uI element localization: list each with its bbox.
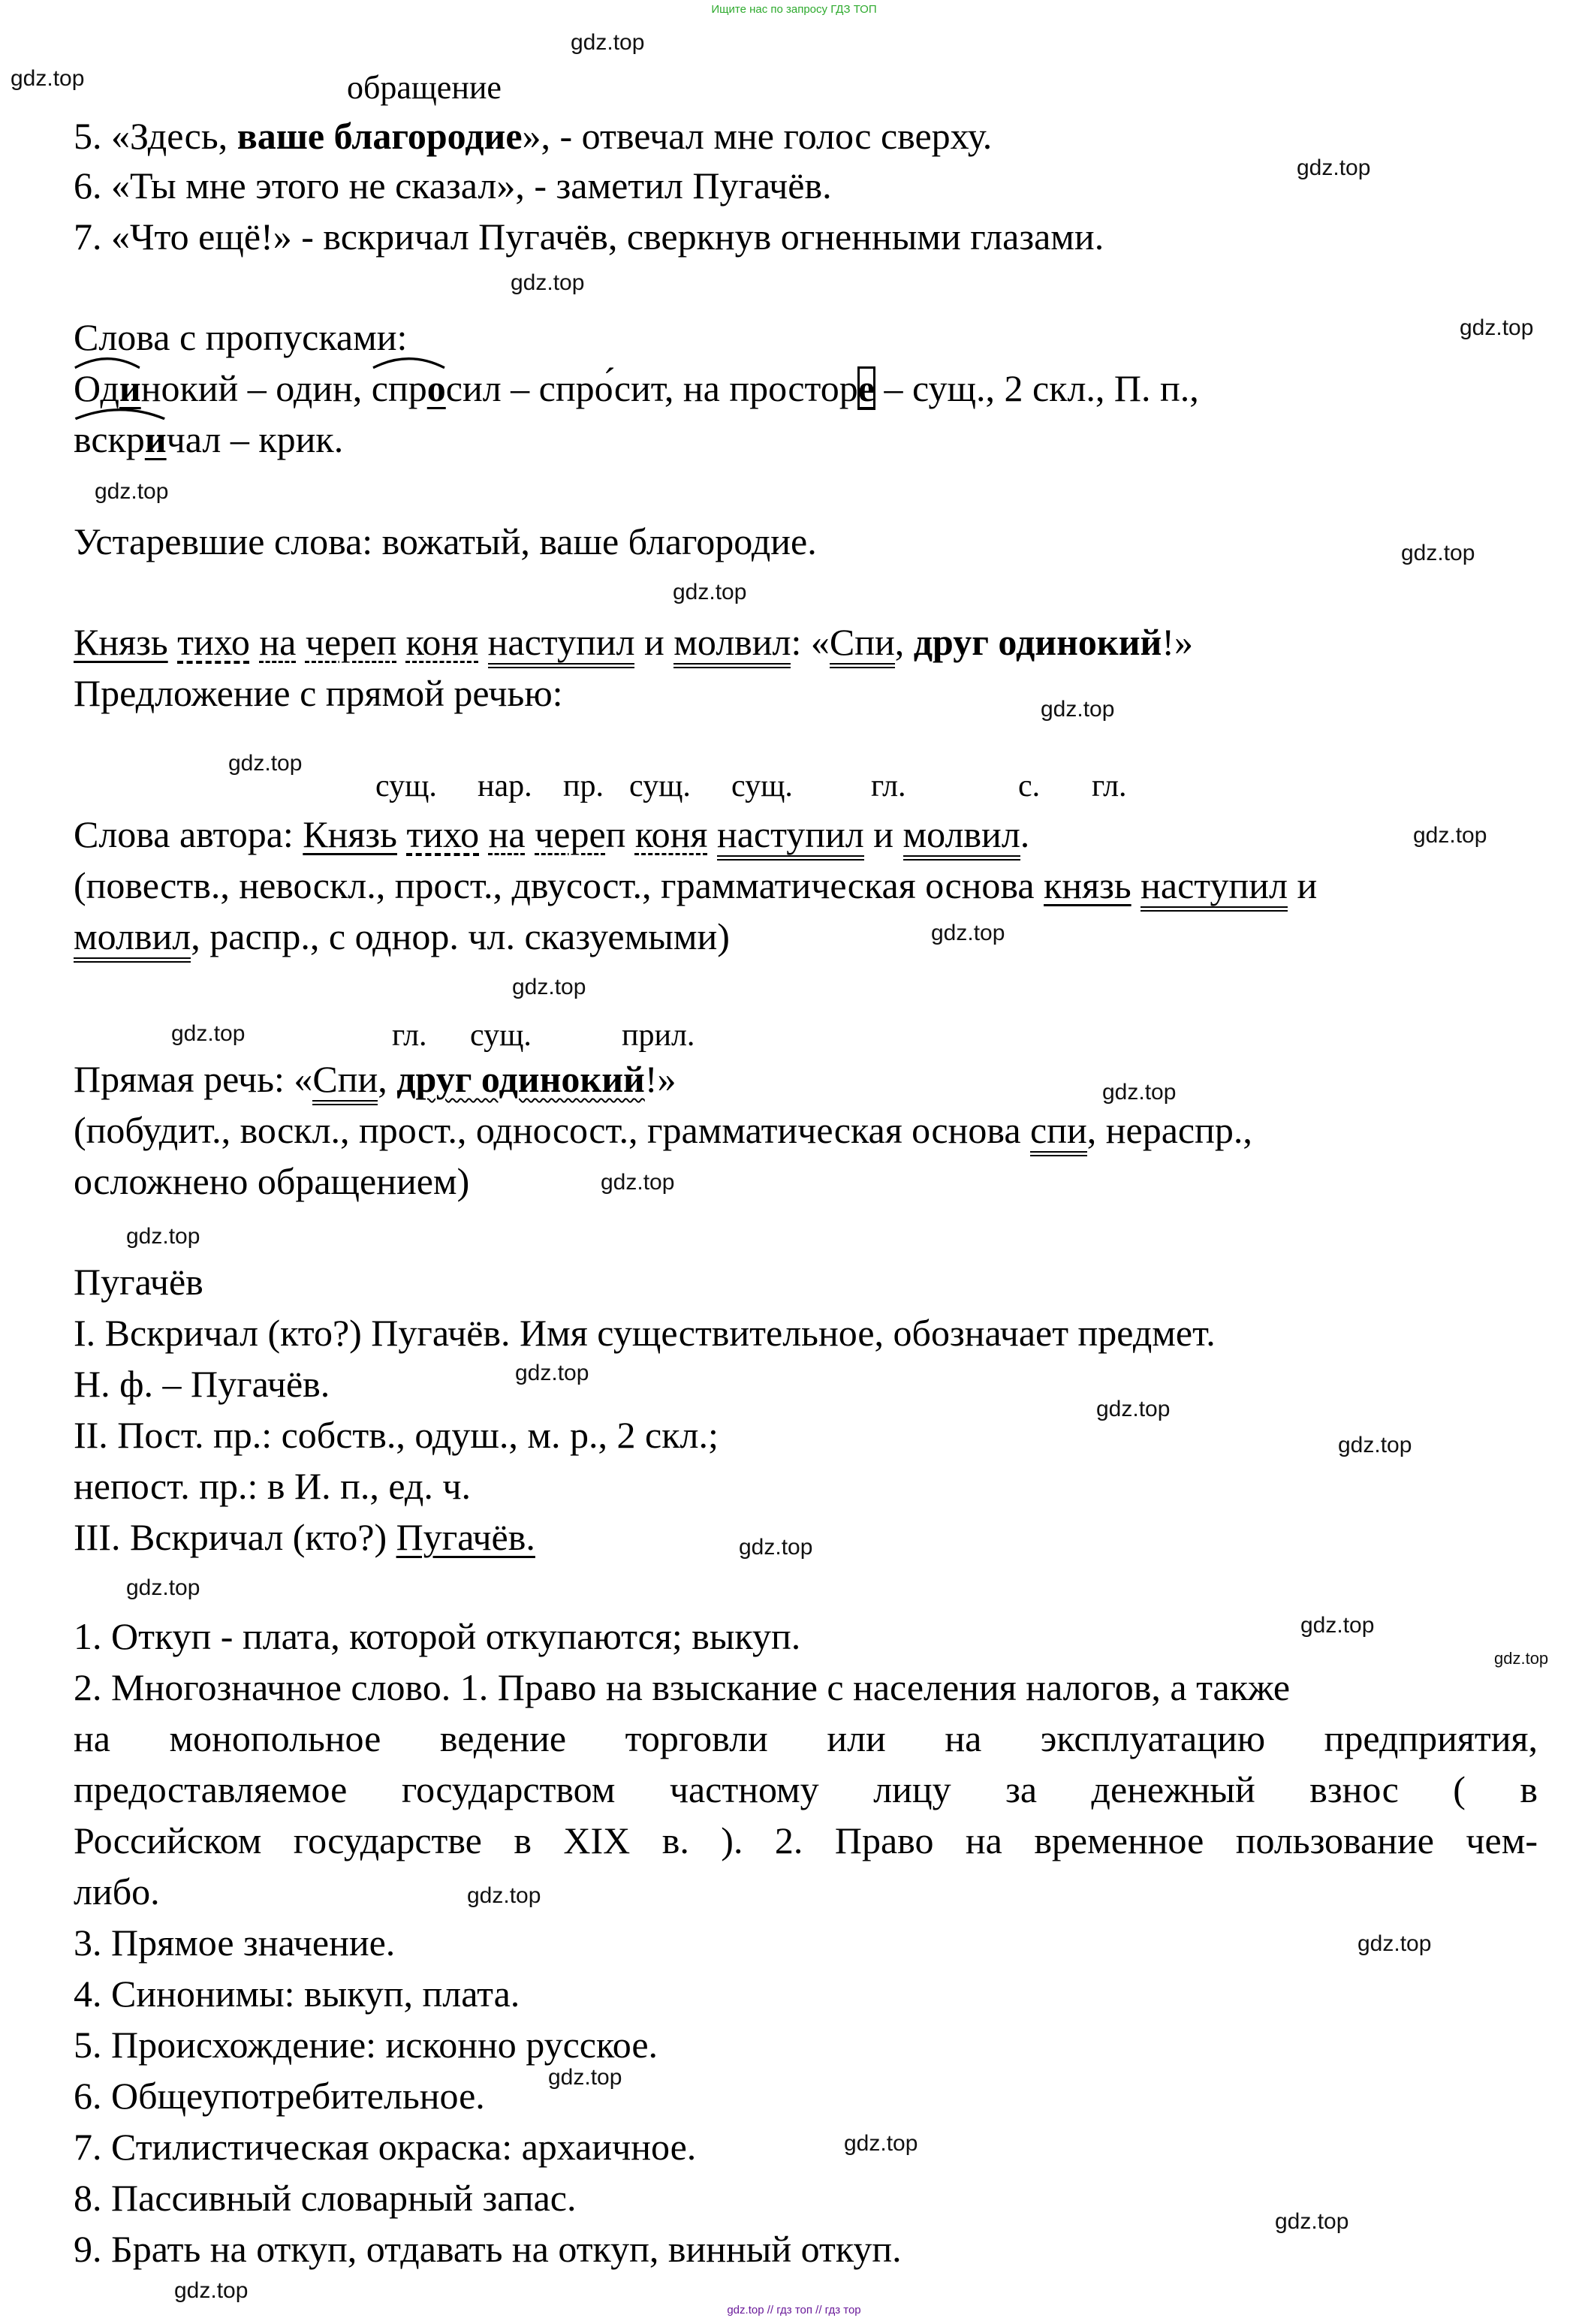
omissions-title: Слова с пропусками: (74, 316, 408, 358)
watermark: gdz.top (1297, 155, 1371, 180)
watermark: gdz.top (1494, 1649, 1549, 1668)
morph-line-1: I. Вскричал (кто?) Пугачёв. Имя существительное, обозначает предмет. (74, 1312, 1216, 1354)
watermark: gdz.top (467, 1883, 541, 1908)
pos-label: сущ. (470, 1018, 532, 1053)
pos-label: сущ. (629, 769, 691, 803)
direct-speech-line: Прямая речь: «Спи, друг одинокий!» (74, 1054, 1538, 1104)
lexical-line-7: 3. Прямое значение. (74, 1922, 396, 1964)
watermark: gdz.top (511, 270, 585, 295)
direct-speech-heading: Предложение с прямой речью: (74, 672, 563, 714)
watermark: gdz.top (1413, 823, 1487, 848)
dialogue-line-5: 5. «Здесь, ваше благородие», - отвечал мне голос сверху. (74, 115, 993, 157)
root-group: вскри (74, 414, 167, 464)
pos-label: пр. (563, 769, 604, 803)
watermark: gdz.top (571, 30, 645, 55)
lexical-line-1: 1. Откуп - плата, которой откупаются; выкуп. (74, 1615, 801, 1657)
watermark: gdz.top (1041, 697, 1115, 722)
watermark: gdz.top (228, 751, 303, 776)
morph-line-4: непост. пр.: в И. п., ед. ч. (74, 1465, 471, 1507)
pos-label: гл. (871, 769, 906, 803)
pos-label: гл. (392, 1018, 427, 1053)
morph-line-5: III. Вскричал (кто?) Пугачёв. (74, 1516, 535, 1558)
watermark: gdz.top (739, 1535, 813, 1560)
watermark: gdz.top (548, 2065, 622, 2090)
root-group: спро (372, 363, 446, 413)
lexical-line-5: Российском государстве в XIX в. ). 2. Право на временное пользование чем- (74, 1819, 1538, 1861)
direct-speech-desc-1: (побудит., воскл., прост., односост., грамматическая основа спи, нераспр., (74, 1105, 1538, 1155)
watermark: gdz.top (673, 580, 747, 604)
pos-label: нар. (478, 769, 532, 803)
watermark: gdz.top (1338, 1433, 1412, 1457)
watermark: gdz.top (126, 1224, 200, 1249)
omissions-line-2: вскричал – крик. (74, 414, 1538, 464)
watermark: gdz.top (601, 1170, 675, 1195)
address-phrase: ваше благородие (237, 115, 523, 157)
lexical-line-12: 8. Пассивный словарный запас. (74, 2177, 577, 2219)
lexical-line-11: 7. Стилистическая окраска: архаичное. (74, 2126, 697, 2168)
omissions-line-1: Одинокий – один, спросил – спро́сит, на просторе – сущ., 2 скл., П. п., (74, 363, 1538, 413)
dialogue-line-6: 6. «Ты мне этого не сказал», - заметил Пугачёв. (74, 164, 832, 206)
watermark: gdz.top (931, 921, 1005, 945)
lexical-line-3: на монопольное ведение торговли или на эксплуатацию предприятия, (74, 1717, 1538, 1759)
morph-line-2: Н. ф. – Пугачёв. (74, 1363, 330, 1405)
watermark: gdz.top (174, 2278, 249, 2303)
lexical-line-9: 5. Происхождение: исконно русское. (74, 2024, 658, 2066)
pos-label: прил. (622, 1018, 695, 1053)
watermark: gdz.top (512, 975, 586, 999)
author-words-desc-2: молвил, распр., с однор. чл. сказуемыми) (74, 912, 1538, 961)
watermark: gdz.top (1401, 541, 1475, 565)
root-group: Оди (74, 363, 141, 413)
watermark: gdz.top (1357, 1931, 1432, 1956)
watermark: gdz.top (1460, 315, 1534, 340)
pos-label: сущ. (731, 769, 793, 803)
search-banner[interactable]: Ищите нас по запросу ГДЗ ТОП (711, 3, 877, 16)
lexical-line-4: предоставляемое государством частному лицу за денежный взнос ( в (74, 1768, 1538, 1810)
watermark: gdz.top (11, 66, 85, 91)
watermark: gdz.top (1102, 1080, 1177, 1105)
morph-line-3: II. Пост. пр.: собств., одуш., м. р., 2 скл.; (74, 1414, 719, 1456)
obsolete-words: Устаревшие слова: вожатый, ваше благородие. (74, 520, 817, 562)
root-arc-icon (74, 404, 167, 420)
address-label: обращение (347, 69, 502, 106)
watermark: gdz.top (844, 2131, 918, 2156)
watermark: gdz.top (1275, 2209, 1349, 2234)
pos-label: сущ. (375, 769, 437, 803)
watermark: gdz.top (171, 1021, 246, 1046)
footer-links[interactable]: gdz.top // гдз топ // гдз тор (727, 2304, 861, 2316)
watermark: gdz.top (95, 479, 169, 504)
watermark: gdz.top (1096, 1397, 1171, 1421)
author-words-line: Слова автора: Князь тихо на череп коня наступил и молвил. (74, 809, 1538, 859)
lexical-line-6: либо. (74, 1870, 160, 1913)
lexical-line-10: 6. Общеупотребительное. (74, 2075, 485, 2117)
lexical-line-13: 9. Брать на откуп, отдавать на откуп, винный откуп. (74, 2228, 902, 2270)
ending-box: е (857, 367, 875, 409)
root-arc-icon (74, 353, 141, 369)
watermark: gdz.top (1300, 1613, 1375, 1638)
pos-label: гл. (1092, 769, 1127, 803)
lexical-line-2: 2. Многозначное слово. 1. Право на взыскание с населения налогов, а также (74, 1666, 1291, 1708)
pos-label: с. (1018, 769, 1041, 803)
author-words-desc-1: (повеств., невоскл., прост., двусост., грамматическая основа князь наступил и (74, 861, 1538, 910)
sentence-line: Князь тихо на череп коня наступил и молвил: «Спи, друг одинокий!» (74, 617, 1538, 667)
root-arc-icon (372, 353, 446, 369)
dialogue-line-7: 7. «Что ещё!» - вскричал Пугачёв, сверкнув огненными глазами. (74, 216, 1104, 258)
watermark: gdz.top (126, 1575, 200, 1600)
direct-speech-desc-2: осложнено обращением) (74, 1160, 470, 1202)
lexical-line-8: 4. Синонимы: выкуп, плата. (74, 1973, 520, 2015)
morph-word: Пугачёв (74, 1261, 203, 1303)
watermark: gdz.top (515, 1361, 589, 1385)
